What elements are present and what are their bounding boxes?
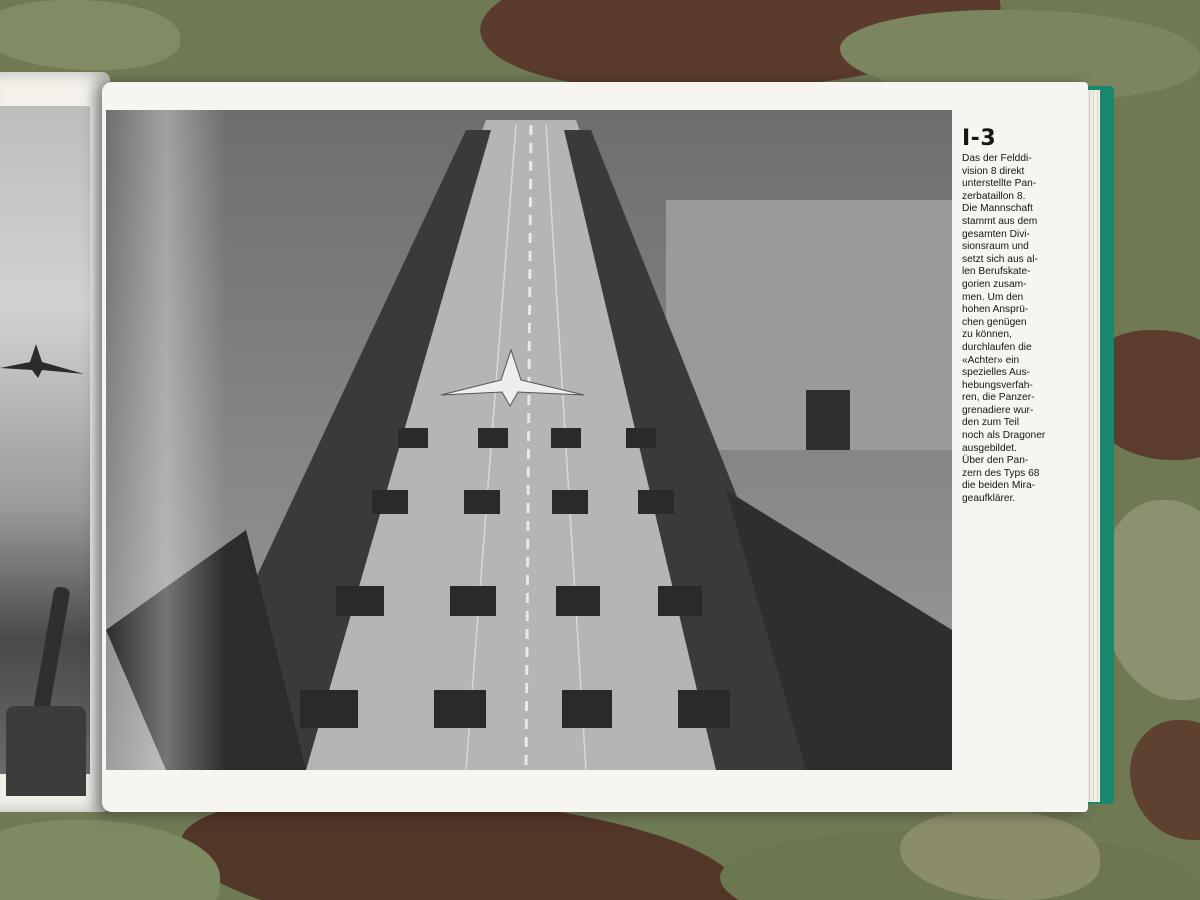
caption-line: zern des Typs 68 [962, 467, 1040, 479]
caption-line: die beiden Mira- [962, 480, 1036, 492]
caption-line: Die Mannschaft [962, 203, 1033, 215]
caption-line: durchlaufen die [962, 341, 1032, 353]
tank-turret [6, 706, 86, 796]
caption-line: unterstellte Pan- [962, 178, 1037, 190]
caption-line: Über den Pan- [962, 455, 1029, 467]
caption-line: ausgebildet. [962, 442, 1017, 454]
fighter-jet-icon [0, 334, 90, 384]
caption-line: spezielles Aus- [962, 367, 1030, 379]
caption-line: men. Um den [962, 291, 1024, 303]
camo-patch [1130, 720, 1200, 840]
caption-line: gesamten Divi- [962, 228, 1030, 240]
caption-text [962, 153, 1074, 506]
parade-photo [106, 110, 952, 770]
caption-line: len Berufskate- [962, 266, 1031, 278]
camo-patch [0, 0, 180, 70]
caption-line: zerbataillon 8. [962, 190, 1026, 202]
camo-patch [1100, 500, 1200, 700]
plate-number: I-3 [962, 126, 997, 151]
caption-line: hebungsverfah- [962, 379, 1033, 391]
caption-line: noch als Dragoner [962, 430, 1046, 442]
caption-line: gorien zusam- [962, 278, 1027, 290]
caption-block [962, 126, 1074, 506]
caption-line: sionsraum und [962, 241, 1029, 253]
parade-photo-illustration [106, 110, 952, 770]
caption-line: chen genügen [962, 316, 1027, 328]
left-page-photo [0, 106, 90, 774]
caption-line: «Achter» ein [962, 354, 1020, 366]
caption-line: stammt aus dem [962, 215, 1038, 227]
caption-line: zu können, [962, 329, 1012, 341]
caption-line: vision 8 direkt [962, 165, 1025, 177]
caption-line: setzt sich aus al- [962, 253, 1038, 265]
caption-line: den zum Teil [962, 417, 1020, 429]
caption-line: ren, die Panzer- [962, 392, 1035, 404]
left-page [0, 72, 110, 812]
caption-line: grenadiere wur- [962, 404, 1034, 416]
caption-line: hohen Ansprü- [962, 304, 1029, 316]
caption-line: Das der Felddi- [962, 153, 1032, 164]
caption-line: geaufklärer. [962, 493, 1016, 505]
